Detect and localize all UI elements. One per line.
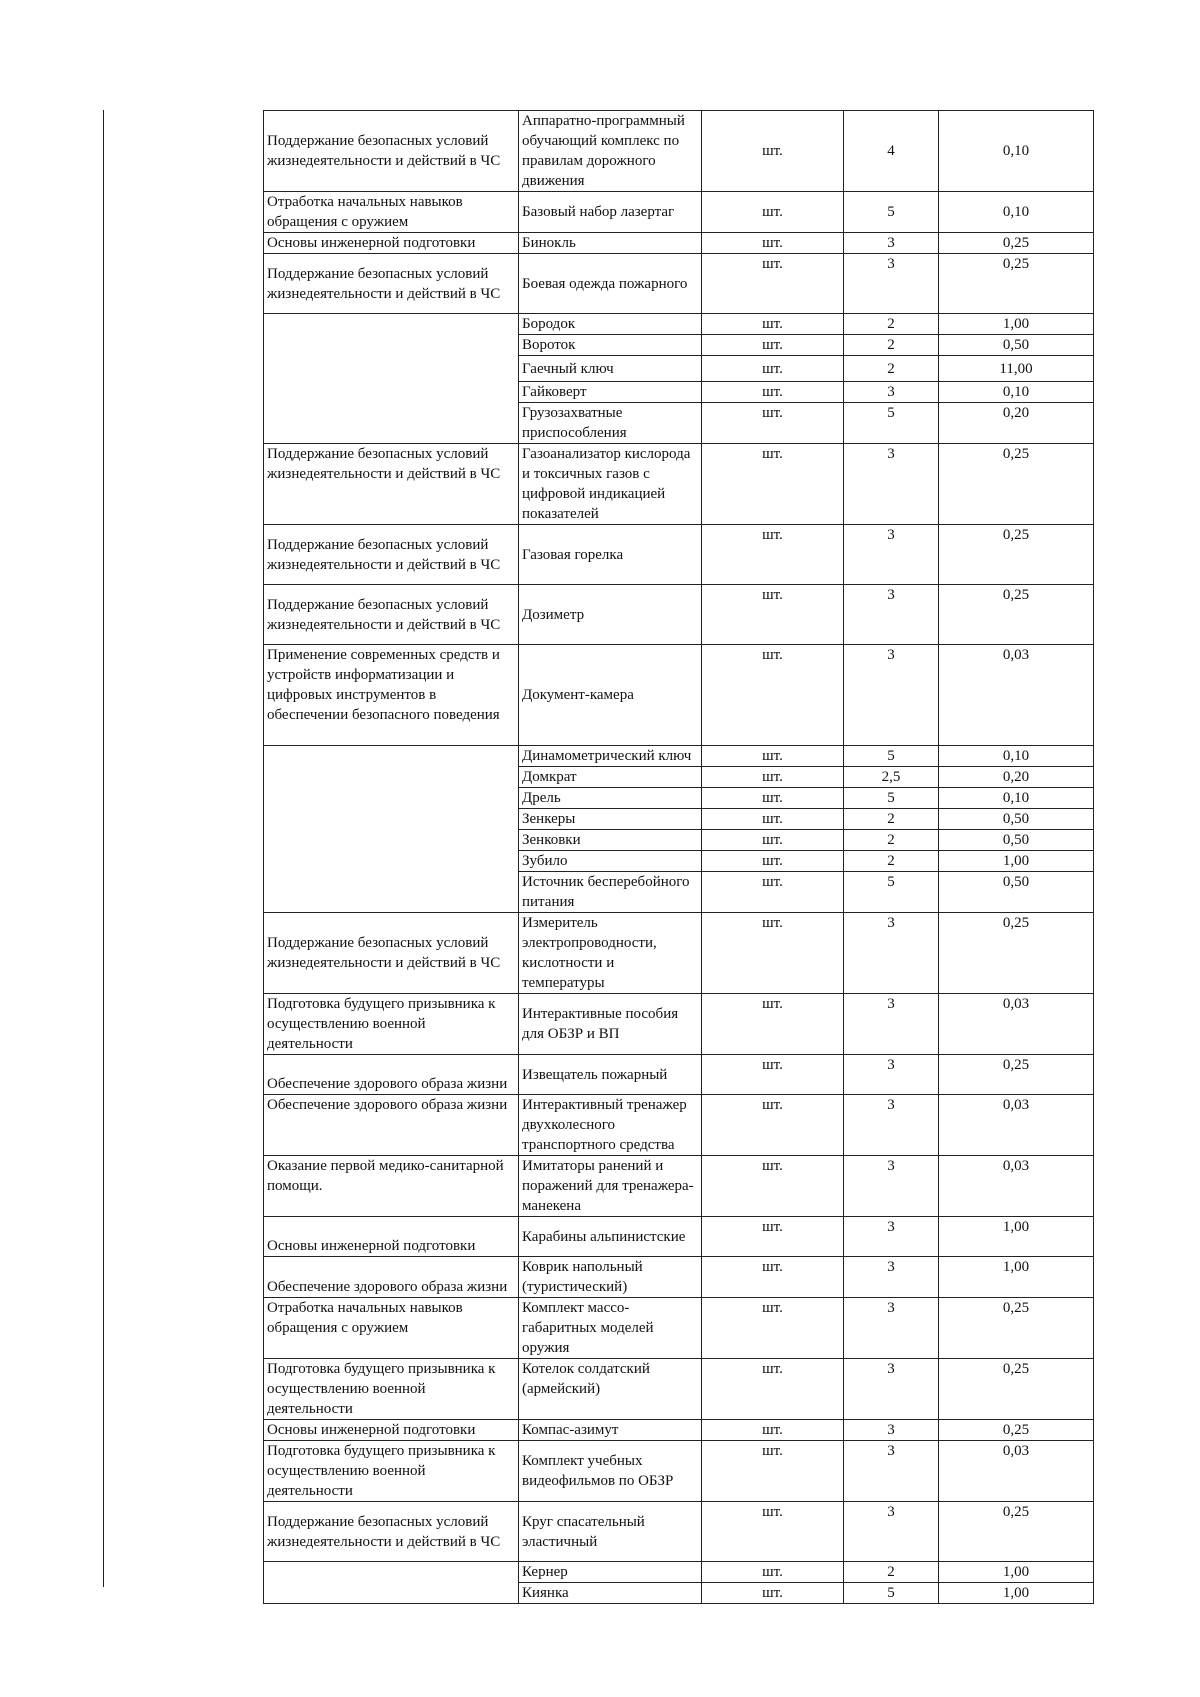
section-cell: Поддержание безопасных условий жизнедеятельности и действий в ЧС bbox=[264, 525, 519, 585]
coefficient-cell: 0,25 bbox=[939, 585, 1094, 645]
coefficient-cell: 0,20 bbox=[939, 403, 1094, 444]
coefficient-cell: 0,50 bbox=[939, 809, 1094, 830]
section-cell: Обеспечение здорового образа жизни bbox=[264, 1095, 519, 1156]
quantity-cell: 3 bbox=[844, 1502, 939, 1562]
section-cell: Поддержание безопасных условий жизнедеятельности и действий в ЧС bbox=[264, 913, 519, 994]
unit-cell: шт. bbox=[702, 1420, 844, 1441]
unit-cell: шт. bbox=[702, 1583, 844, 1604]
unit-cell: шт. bbox=[702, 525, 844, 585]
quantity-cell: 3 bbox=[844, 913, 939, 994]
section-cell: Поддержание безопасных условий жизнедеятельности и действий в ЧС bbox=[264, 111, 519, 192]
item-name-cell: Комплект учебных видеофильмов по ОБЗР bbox=[519, 1441, 702, 1502]
coefficient-cell: 0,25 bbox=[939, 444, 1094, 525]
table-row bbox=[264, 1257, 1094, 1298]
table-row bbox=[264, 192, 1094, 233]
item-name-cell: Бинокль bbox=[519, 233, 702, 254]
coefficient-cell: 0,20 bbox=[939, 767, 1094, 788]
coefficient-cell: 0,10 bbox=[939, 382, 1094, 403]
table-row bbox=[264, 746, 1094, 767]
unit-cell: шт. bbox=[702, 913, 844, 994]
coefficient-cell: 0,03 bbox=[939, 1095, 1094, 1156]
coefficient-cell: 0,10 bbox=[939, 746, 1094, 767]
section-cell: Поддержание безопасных условий жизнедеятельности и действий в ЧС bbox=[264, 444, 519, 525]
table-row bbox=[264, 1441, 1094, 1502]
item-name-cell: Карабины альпинистские bbox=[519, 1217, 702, 1257]
table-row bbox=[264, 254, 1094, 314]
quantity-cell: 3 bbox=[844, 1420, 939, 1441]
item-name-cell: Дозиметр bbox=[519, 585, 702, 645]
item-name-cell: Газоанализатор кислорода и токсичных газов с цифровой индикацией показателей bbox=[519, 444, 702, 525]
item-name-cell: Динамометрический ключ bbox=[519, 746, 702, 767]
coefficient-cell: 1,00 bbox=[939, 851, 1094, 872]
unit-cell: шт. bbox=[702, 111, 844, 192]
table-row bbox=[264, 913, 1094, 994]
quantity-cell: 3 bbox=[844, 1055, 939, 1095]
table-row bbox=[264, 1156, 1094, 1217]
coefficient-cell: 0,25 bbox=[939, 913, 1094, 994]
coefficient-cell: 0,10 bbox=[939, 788, 1094, 809]
quantity-cell: 4 bbox=[844, 111, 939, 192]
table-row bbox=[264, 1359, 1094, 1420]
item-name-cell: Базовый набор лазертаг bbox=[519, 192, 702, 233]
unit-cell: шт. bbox=[702, 1156, 844, 1217]
table-row bbox=[264, 314, 1094, 335]
table-row bbox=[264, 1420, 1094, 1441]
section-cell: Поддержание безопасных условий жизнедеятельности и действий в ЧС bbox=[264, 254, 519, 314]
item-name-cell: Источник бесперебойного питания bbox=[519, 872, 702, 913]
table-row bbox=[264, 994, 1094, 1055]
coefficient-cell: 0,50 bbox=[939, 872, 1094, 913]
quantity-cell: 3 bbox=[844, 525, 939, 585]
item-name-cell: Компас-азимут bbox=[519, 1420, 702, 1441]
quantity-cell: 5 bbox=[844, 788, 939, 809]
table-row bbox=[264, 111, 1094, 192]
quantity-cell: 3 bbox=[844, 1095, 939, 1156]
item-name-cell: Киянка bbox=[519, 1583, 702, 1604]
unit-cell: шт. bbox=[702, 809, 844, 830]
section-cell: Оказание первой медико-санитарной помощи. bbox=[264, 1156, 519, 1217]
item-name-cell: Грузозахватные приспособления bbox=[519, 403, 702, 444]
item-name-cell: Газовая горелка bbox=[519, 525, 702, 585]
item-name-cell: Зенкеры bbox=[519, 809, 702, 830]
unit-cell: шт. bbox=[702, 1502, 844, 1562]
item-name-cell: Круг спасательный эластичный bbox=[519, 1502, 702, 1562]
unit-cell: шт. bbox=[702, 1441, 844, 1502]
item-name-cell: Боевая одежда пожарного bbox=[519, 254, 702, 314]
table-row bbox=[264, 1095, 1094, 1156]
section-cell: Основы инженерной подготовки bbox=[264, 1217, 519, 1257]
unit-cell: шт. bbox=[702, 382, 844, 403]
unit-cell: шт. bbox=[702, 444, 844, 525]
coefficient-cell: 1,00 bbox=[939, 1583, 1094, 1604]
table-row bbox=[264, 645, 1094, 746]
item-name-cell: Гаечный ключ bbox=[519, 356, 702, 382]
quantity-cell: 3 bbox=[844, 382, 939, 403]
quantity-cell: 3 bbox=[844, 233, 939, 254]
item-name-cell: Интерактивные пособия для ОБЗР и ВП bbox=[519, 994, 702, 1055]
quantity-cell: 2 bbox=[844, 830, 939, 851]
unit-cell: шт. bbox=[702, 1562, 844, 1583]
coefficient-cell: 0,03 bbox=[939, 994, 1094, 1055]
quantity-cell: 2 bbox=[844, 356, 939, 382]
unit-cell: шт. bbox=[702, 788, 844, 809]
table-row bbox=[264, 444, 1094, 525]
quantity-cell: 3 bbox=[844, 1359, 939, 1420]
quantity-cell: 2 bbox=[844, 809, 939, 830]
item-name-cell: Имитаторы ранений и поражений для тренажера-манекена bbox=[519, 1156, 702, 1217]
coefficient-cell: 0,50 bbox=[939, 830, 1094, 851]
coefficient-cell: 1,00 bbox=[939, 1217, 1094, 1257]
coefficient-cell: 0,25 bbox=[939, 1359, 1094, 1420]
coefficient-cell: 0,10 bbox=[939, 111, 1094, 192]
section-cell: Поддержание безопасных условий жизнедеятельности и действий в ЧС bbox=[264, 585, 519, 645]
quantity-cell: 3 bbox=[844, 1217, 939, 1257]
quantity-cell: 3 bbox=[844, 1257, 939, 1298]
coefficient-cell: 1,00 bbox=[939, 314, 1094, 335]
item-name-cell: Комплект массо-габаритных моделей оружия bbox=[519, 1298, 702, 1359]
unit-cell: шт. bbox=[702, 335, 844, 356]
table-row bbox=[264, 525, 1094, 585]
unit-cell: шт. bbox=[702, 356, 844, 382]
unit-cell: шт. bbox=[702, 233, 844, 254]
coefficient-cell: 0,25 bbox=[939, 1298, 1094, 1359]
quantity-cell: 5 bbox=[844, 1583, 939, 1604]
item-name-cell: Домкрат bbox=[519, 767, 702, 788]
section-cell: Применение современных средств и устройств информатизации и цифровых инструментов в обеспечении безопасного поведения bbox=[264, 645, 519, 746]
unit-cell: шт. bbox=[702, 994, 844, 1055]
section-cell bbox=[264, 746, 519, 913]
unit-cell: шт. bbox=[702, 1095, 844, 1156]
quantity-cell: 2,5 bbox=[844, 767, 939, 788]
quantity-cell: 5 bbox=[844, 403, 939, 444]
unit-cell: шт. bbox=[702, 314, 844, 335]
unit-cell: шт. bbox=[702, 403, 844, 444]
unit-cell: шт. bbox=[702, 872, 844, 913]
item-name-cell: Коврик напольный (туристический) bbox=[519, 1257, 702, 1298]
quantity-cell: 2 bbox=[844, 314, 939, 335]
coefficient-cell: 0,25 bbox=[939, 1055, 1094, 1095]
table-row bbox=[264, 1562, 1094, 1583]
unit-cell: шт. bbox=[702, 254, 844, 314]
quantity-cell: 3 bbox=[844, 1298, 939, 1359]
quantity-cell: 3 bbox=[844, 585, 939, 645]
section-cell bbox=[264, 1562, 519, 1604]
item-name-cell: Кернер bbox=[519, 1562, 702, 1583]
unit-cell: шт. bbox=[702, 1298, 844, 1359]
coefficient-cell: 0,03 bbox=[939, 1441, 1094, 1502]
unit-cell: шт. bbox=[702, 1217, 844, 1257]
section-cell: Подготовка будущего призывника к осуществлению военной деятельности bbox=[264, 994, 519, 1055]
item-name-cell: Дрель bbox=[519, 788, 702, 809]
quantity-cell: 2 bbox=[844, 335, 939, 356]
item-name-cell: Зенковки bbox=[519, 830, 702, 851]
quantity-cell: 3 bbox=[844, 444, 939, 525]
left-margin-line bbox=[103, 110, 104, 1587]
unit-cell: шт. bbox=[702, 1257, 844, 1298]
coefficient-cell: 0,10 bbox=[939, 192, 1094, 233]
item-name-cell: Извещатель пожарный bbox=[519, 1055, 702, 1095]
item-name-cell: Измеритель электропроводности, кислотности и температуры bbox=[519, 913, 702, 994]
quantity-cell: 5 bbox=[844, 192, 939, 233]
coefficient-cell: 11,00 bbox=[939, 356, 1094, 382]
unit-cell: шт. bbox=[702, 851, 844, 872]
quantity-cell: 5 bbox=[844, 746, 939, 767]
section-cell bbox=[264, 314, 519, 444]
equipment-table bbox=[263, 110, 1094, 1604]
section-cell: Отработка начальных навыков обращения с оружием bbox=[264, 192, 519, 233]
unit-cell: шт. bbox=[702, 585, 844, 645]
table-row bbox=[264, 1298, 1094, 1359]
unit-cell: шт. bbox=[702, 830, 844, 851]
item-name-cell: Бородок bbox=[519, 314, 702, 335]
coefficient-cell: 0,50 bbox=[939, 335, 1094, 356]
item-name-cell: Зубило bbox=[519, 851, 702, 872]
table-row bbox=[264, 1055, 1094, 1095]
quantity-cell: 5 bbox=[844, 872, 939, 913]
item-name-cell: Документ-камера bbox=[519, 645, 702, 746]
coefficient-cell: 0,25 bbox=[939, 525, 1094, 585]
table-row bbox=[264, 585, 1094, 645]
table-row bbox=[264, 1217, 1094, 1257]
item-name-cell: Гайковерт bbox=[519, 382, 702, 403]
section-cell: Основы инженерной подготовки bbox=[264, 233, 519, 254]
item-name-cell: Вороток bbox=[519, 335, 702, 356]
item-name-cell: Аппаратно-программный обучающий комплекс по правилам дорожного движения bbox=[519, 111, 702, 192]
coefficient-cell: 0,25 bbox=[939, 233, 1094, 254]
section-cell: Основы инженерной подготовки bbox=[264, 1420, 519, 1441]
section-cell: Отработка начальных навыков обращения с оружием bbox=[264, 1298, 519, 1359]
equipment-table-body bbox=[264, 111, 1094, 1604]
unit-cell: шт. bbox=[702, 192, 844, 233]
unit-cell: шт. bbox=[702, 767, 844, 788]
coefficient-cell: 0,25 bbox=[939, 1502, 1094, 1562]
coefficient-cell: 0,03 bbox=[939, 1156, 1094, 1217]
item-name-cell: Котелок солдатский (армейский) bbox=[519, 1359, 702, 1420]
section-cell: Подготовка будущего призывника к осуществлению военной деятельности bbox=[264, 1359, 519, 1420]
table-row bbox=[264, 233, 1094, 254]
unit-cell: шт. bbox=[702, 1055, 844, 1095]
coefficient-cell: 1,00 bbox=[939, 1562, 1094, 1583]
quantity-cell: 3 bbox=[844, 1441, 939, 1502]
coefficient-cell: 0,25 bbox=[939, 1420, 1094, 1441]
coefficient-cell: 0,03 bbox=[939, 645, 1094, 746]
quantity-cell: 3 bbox=[844, 994, 939, 1055]
quantity-cell: 3 bbox=[844, 645, 939, 746]
coefficient-cell: 1,00 bbox=[939, 1257, 1094, 1298]
unit-cell: шт. bbox=[702, 746, 844, 767]
table-row bbox=[264, 1502, 1094, 1562]
section-cell: Обеспечение здорового образа жизни bbox=[264, 1257, 519, 1298]
coefficient-cell: 0,25 bbox=[939, 254, 1094, 314]
item-name-cell: Интерактивный тренажер двухколесного транспортного средства bbox=[519, 1095, 702, 1156]
quantity-cell: 3 bbox=[844, 1156, 939, 1217]
quantity-cell: 2 bbox=[844, 851, 939, 872]
quantity-cell: 3 bbox=[844, 254, 939, 314]
section-cell: Обеспечение здорового образа жизни bbox=[264, 1055, 519, 1095]
unit-cell: шт. bbox=[702, 1359, 844, 1420]
section-cell: Подготовка будущего призывника к осуществлению военной деятельности bbox=[264, 1441, 519, 1502]
section-cell: Поддержание безопасных условий жизнедеятельности и действий в ЧС bbox=[264, 1502, 519, 1562]
unit-cell: шт. bbox=[702, 645, 844, 746]
quantity-cell: 2 bbox=[844, 1562, 939, 1583]
